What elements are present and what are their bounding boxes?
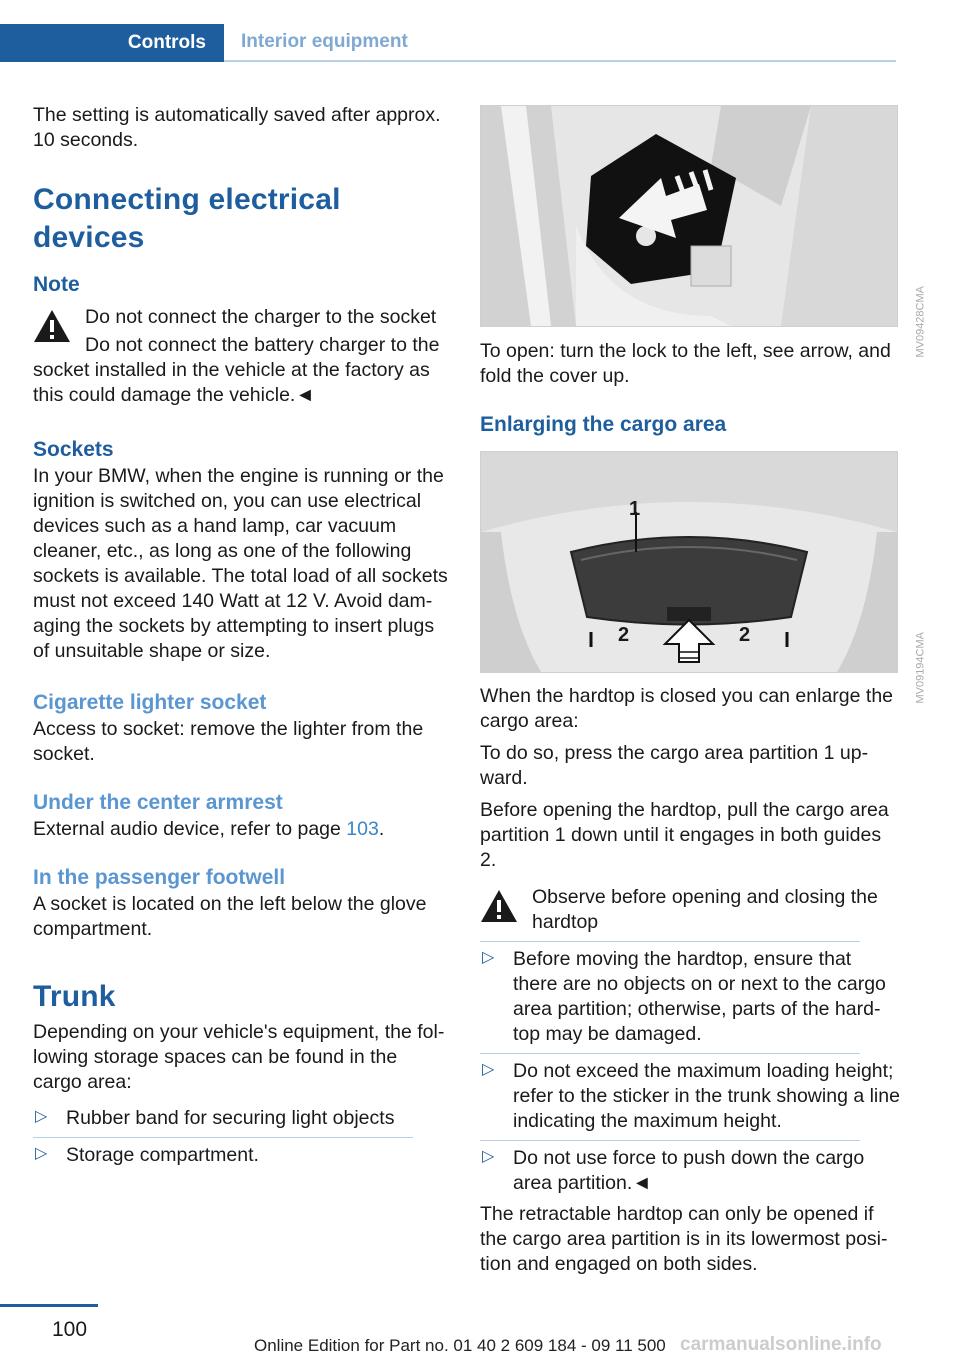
bullet-triangle-icon: ▷ [482, 1148, 495, 1165]
right-column [480, 105, 927, 1277]
list-item [480, 1146, 900, 1196]
left-column [33, 100, 451, 1168]
trunk-item-1: Rubber band for securing light objects [66, 1107, 395, 1129]
heading-center-armrest: Under the center armrest [33, 791, 283, 814]
heading-sockets: Sockets [33, 438, 114, 461]
heading-trunk: Trunk [33, 980, 116, 1013]
figure-code: MV09428CMA [915, 286, 927, 358]
list-item [480, 1059, 900, 1134]
intro-text: The setting is automatically saved after approx. 10 seconds. [33, 104, 441, 151]
trunk-item-2: Storage compartment. [66, 1144, 259, 1166]
footwell-body: A socket is located on the left below the glove compartment. [33, 893, 427, 940]
hardtop-item-3: Do not use force to push down the cargo area partition.◄ [513, 1147, 865, 1194]
watermark: carmanualsonline.info [680, 1334, 882, 1355]
bullet-triangle-icon: ▷ [482, 1061, 495, 1078]
callout-1: 1 [629, 498, 641, 520]
heading-note: Note [33, 273, 80, 296]
footer-rule [0, 1304, 98, 1307]
tab-interior-equipment[interactable]: Interior equipment [224, 24, 896, 62]
warning-title: Do not connect the charger to the socket [85, 306, 437, 328]
warning-charger [33, 305, 451, 330]
armrest-body [33, 817, 451, 842]
page-header [0, 24, 896, 62]
hardtop-item-1: Before moving the hardtop, ensure that there are no objects on or next to the cargo area partition; otherwise, parts of the hard‐ top may be damaged. [513, 948, 886, 1045]
storage-lock-illustration [481, 106, 897, 326]
page-number: 100 [52, 1318, 88, 1341]
callout-2-left: 2 [618, 624, 630, 646]
figure1-caption: To open: turn the lock to the left, see arrow, and fold the cover up. [480, 340, 891, 387]
heading-enlarging-cargo: Enlarging the cargo area [480, 413, 727, 436]
callout-2-right: 2 [739, 624, 751, 646]
bullet-triangle-icon: ▷ [35, 1145, 48, 1162]
enlarge-para-2: To do so, press the cargo area partition 1 up‐ ward. [480, 742, 869, 789]
warning-hardtop [480, 885, 900, 935]
warning-triangle-icon [480, 889, 518, 923]
list-item [33, 1143, 451, 1168]
hardtop-item-2: Do not exceed the maximum loading height; refer to the sticker in the trunk showing a line indicating the maximum height. [513, 1060, 900, 1132]
heading-connecting-devices: Connecting electrical devices [33, 183, 341, 254]
warning-body-text: Do not connect the battery charger to the socket installed in the vehicle at the factory as this could damage the vehicle.◄ [33, 334, 440, 406]
bullet-triangle-icon: ▷ [35, 1108, 48, 1125]
figure-code: MV09194CMA [915, 632, 927, 704]
bullet-triangle-icon: ▷ [482, 949, 495, 966]
warning-body [33, 333, 451, 408]
list-item [480, 947, 900, 1047]
tab-controls[interactable]: Controls [0, 24, 224, 62]
enlarge-para-3: Before opening the hardtop, pull the cargo area partition 1 down until it engages in both guides 2. [480, 799, 889, 871]
figure-storage-lock [480, 105, 927, 358]
warning-triangle-icon [33, 309, 71, 343]
sockets-body: In your BMW, when the engine is running or the ignition is switched on, you can use electrical devices such as a hand lamp, car vacuum cleaner, etc., as long as one of the following sockets is available. The total load of all sockets must not exceed 140 Watt at 12 V. Avoid dam‐ aging the sockets by attempting to insert plugs of unsuitable shape or size. [33, 465, 448, 662]
heading-passenger-footwell: In the passenger footwell [33, 866, 286, 889]
edition-text: Online Edition for Part no. 01 40 2 609 184 - 09 11 500 [254, 1336, 666, 1355]
cigarette-body: Access to socket: remove the lighter from the socket. [33, 718, 424, 765]
heading-cigarette-lighter: Cigarette lighter socket [33, 691, 267, 714]
armrest-text: External audio device, refer to page [33, 818, 347, 840]
trunk-body: Depending on your vehicle's equipment, the fol‐ lowing storage spaces can be found in the cargo area: [33, 1021, 445, 1093]
cargo-partition-illustration [481, 452, 897, 672]
armrest-end: . [378, 818, 385, 840]
figure-cargo-partition [480, 451, 927, 704]
page-link-103[interactable]: 103 [346, 818, 379, 840]
closing-paragraph: The retractable hardtop can only be opened if the cargo area partition is in its lowermost posi‐ tion and engaged on both sides. [480, 1203, 888, 1275]
list-item [33, 1106, 451, 1131]
warning-hardtop-title: Observe before opening and closing the hardtop [532, 886, 878, 933]
enlarge-para-1: When the hardtop is closed you can enlarge the cargo area: [480, 685, 894, 732]
